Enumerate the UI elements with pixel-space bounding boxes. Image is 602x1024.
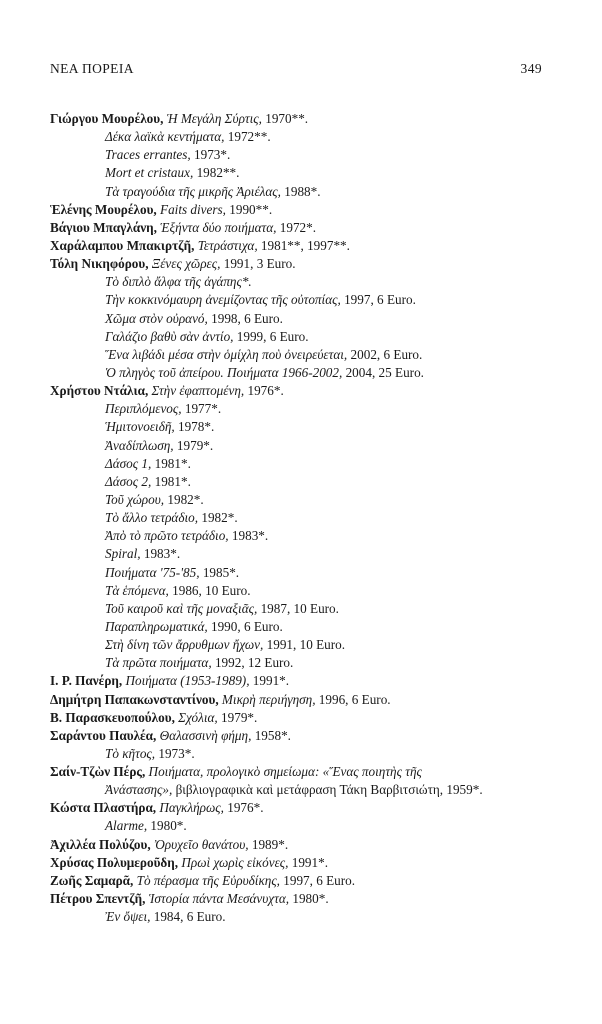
- bibliography-subentry: [50, 654, 550, 672]
- bibliography-entry: [50, 854, 550, 872]
- publication-info: βιβλιογραφικὰ καὶ μετάφραση Τάκη Βαρβιτσιώτη, 1959*.: [172, 782, 483, 798]
- publication-info: 1980*.: [147, 818, 187, 834]
- bibliography-subentry: [50, 509, 550, 527]
- work-title: Ὀρυχεῖο θανάτου,: [150, 836, 249, 852]
- publication-info: 1983*.: [140, 546, 181, 562]
- work-title: Ἱστορία πάντα Μεσάνυχτα,: [145, 891, 290, 907]
- work-title: Θαλασσινὴ φήμη,: [156, 727, 252, 743]
- bibliography-entry: [50, 836, 550, 854]
- publication-info: 1990, 6 Euro.: [207, 618, 283, 634]
- publication-info: 1980*.: [289, 891, 329, 907]
- work-title: Τὸ διπλὸ ἄλφα τῆς ἀγάπης*.: [105, 274, 252, 290]
- publication-info: 1978*.: [174, 419, 215, 435]
- author-name: Σαράντου Παυλέα,: [50, 727, 157, 743]
- work-title: Περιπλόμενος,: [105, 401, 182, 417]
- bibliography-entry: [50, 255, 550, 273]
- bibliography-subentry: [50, 636, 550, 654]
- author-name: Σαίν-Τζὼν Πέρς,: [50, 764, 146, 780]
- publication-info: 1972*.: [276, 219, 317, 235]
- work-title: Στὴν ἐφαπτομένη,: [148, 383, 245, 399]
- publication-info: 1977*.: [181, 401, 222, 417]
- bibliography-subentry: [50, 273, 550, 291]
- publication-info: 1984, 6 Euro.: [150, 909, 226, 925]
- work-title: Παγκλήρως,: [156, 800, 224, 816]
- publication-info: 1997, 6 Euro.: [279, 872, 356, 888]
- work-title: Ποιήματα '75-'85,: [105, 564, 200, 580]
- author-name: Χρήστου Ντάλια,: [50, 383, 149, 399]
- author-name: Ζωῆς Σαμαρᾶ,: [50, 872, 134, 888]
- bibliography-subentry: [50, 291, 550, 309]
- publication-info: 1998, 6 Euro.: [207, 310, 283, 326]
- author-name: Πέτρου Σπεντζῆ,: [50, 891, 146, 907]
- publication-info: 1992, 12 Euro.: [211, 655, 294, 671]
- publication-info: 1973*.: [155, 745, 195, 761]
- bibliography-entry: [50, 672, 550, 690]
- author-name: Κώστα Πλαστήρα,: [50, 800, 157, 816]
- work-title: Ἀνάστασης»,: [105, 782, 173, 798]
- bibliography-subentry: [50, 437, 550, 455]
- publication-info: 1982*.: [164, 491, 204, 507]
- work-title: Δάσος 2,: [105, 473, 152, 489]
- work-title: Σχόλια,: [174, 709, 218, 725]
- bibliography-subentry: [50, 618, 550, 636]
- publication-info: 1972**.: [224, 129, 271, 145]
- publication-info: 1987, 10 Euro.: [257, 600, 339, 616]
- bibliography-entry: [50, 691, 550, 709]
- author-name: Β. Παρασκευοπούλου,: [50, 709, 175, 725]
- bibliography-subentry: [50, 491, 550, 509]
- work-title: Τὰ τραγούδια τῆς μικρῆς Ἀριέλας,: [105, 183, 281, 199]
- work-title: Traces errantes,: [105, 147, 191, 163]
- publication-info: 1958*.: [251, 727, 291, 743]
- work-title: Spiral,: [105, 546, 141, 562]
- publication-info: 1991*.: [288, 854, 328, 870]
- publication-info: 1989*.: [248, 836, 289, 852]
- publication-info: 1976*.: [223, 800, 264, 816]
- bibliography-subentry: [50, 527, 550, 545]
- work-title: Στὴ δίνη τῶν ἄρρυθμων ἤχων,: [105, 637, 264, 653]
- author-name: Ἑλένης Μουρέλου,: [50, 201, 157, 217]
- bibliography-subentry: [50, 745, 550, 763]
- bibliography-subentry: [50, 400, 550, 418]
- work-title: Γαλάζιο βαθὺ σὰν ἀντίο,: [105, 328, 234, 344]
- publication-info: 1979*.: [173, 437, 214, 453]
- bibliography-entry: [50, 890, 550, 908]
- bibliography-entry: [50, 709, 550, 727]
- bibliography-entry: [50, 727, 550, 745]
- publication-info: 1991*.: [249, 673, 290, 689]
- bibliography-list: [50, 110, 550, 926]
- work-title: Mort et cristaux,: [105, 165, 194, 181]
- work-title: Ποιήματα (1953-1989),: [122, 673, 250, 689]
- publication-info: 1986, 10 Euro.: [168, 582, 251, 598]
- work-title: Ἕνα λιβάδι μέσα στὴν ὁμίχλη ποὺ ὀνειρεύεται,: [105, 346, 348, 362]
- work-title: Ἐν ὄψει,: [105, 909, 151, 925]
- publication-info: 1979*.: [217, 709, 258, 725]
- bibliography-entry: [50, 763, 550, 781]
- work-title: Ἡμιτονοειδῆ,: [105, 419, 175, 435]
- author-name: Χαράλαμπου Μπακιρτζῆ,: [50, 237, 195, 253]
- work-title: Ὁ πληγὸς τοῦ ἀπείρου. Ποιήματα 1966-2002,: [105, 364, 343, 380]
- work-title: Δάσος 1,: [105, 455, 152, 471]
- bibliography-subentry: [50, 455, 550, 473]
- publication-info: 1985*.: [199, 564, 240, 580]
- bibliography-subentry: [50, 600, 550, 618]
- publication-info: 1996, 6 Euro.: [315, 691, 391, 707]
- publication-info: 1982**.: [193, 165, 240, 181]
- bibliography-entry: [50, 799, 550, 817]
- work-title: Ἡ Μεγάλη Σύρτις,: [163, 111, 262, 126]
- work-title: Faits divers,: [156, 201, 226, 217]
- bibliography-subentry: [50, 164, 550, 182]
- bibliography-entry: [50, 201, 550, 219]
- publication-info: 2002, 6 Euro.: [347, 346, 423, 362]
- publication-info: 1997, 6 Euro.: [340, 292, 416, 308]
- bibliography-entry: [50, 382, 550, 400]
- bibliography-subentry: [50, 346, 550, 364]
- publication-info: 1991, 10 Euro.: [263, 637, 346, 653]
- work-title: Τετράστιχα,: [194, 237, 258, 253]
- work-title: Τοῦ χώρου,: [105, 491, 165, 507]
- work-title: Τοῦ καιροῦ καὶ τῆς μοναξιᾶς,: [105, 600, 258, 616]
- work-title: Παραπληρωματικά,: [105, 618, 208, 634]
- author-name: Ἀχιλλέα Πολύζου,: [50, 836, 151, 852]
- author-name: Τόλη Νικηφόρου,: [50, 256, 149, 272]
- publication-info: 1999, 6 Euro.: [233, 328, 309, 344]
- publication-info: 1990**.: [225, 201, 273, 217]
- work-title: Τὸ πέρασμα τῆς Εὐρυδίκης,: [133, 872, 280, 888]
- author-name: Ι. Ρ. Πανέρη,: [50, 673, 123, 689]
- work-title: Ἑξήντα δύο ποιήματα,: [156, 219, 277, 235]
- author-name: Δημήτρη Παπακωνσταντίνου,: [50, 691, 219, 707]
- bibliography-subentry: [50, 817, 550, 835]
- bibliography-subentry: [50, 328, 550, 346]
- work-title: Τὰ ἑπόμενα,: [105, 582, 169, 598]
- bibliography-subentry: [50, 418, 550, 436]
- bibliography-subentry: [50, 473, 550, 491]
- publication-info: 1970**.: [261, 111, 309, 126]
- bibliography-subentry: [50, 582, 550, 600]
- bibliography-entry: [50, 872, 550, 890]
- publication-info: 1973*.: [190, 147, 231, 163]
- bibliography-subentry: [50, 545, 550, 563]
- work-title: Τὰ πρῶτα ποιήματα,: [105, 655, 212, 671]
- journal-title: ΝΕΑ ΠΟΡΕΙΑ: [50, 61, 134, 76]
- publication-info: 1981*.: [151, 473, 191, 489]
- page-number: 349: [520, 61, 542, 76]
- bibliography-subentry: [50, 128, 550, 146]
- publication-info: 1981**, 1997**.: [257, 237, 350, 253]
- work-title: Πρωὶ χωρὶς εἰκόνες,: [178, 854, 289, 870]
- bibliography-subentry: [50, 146, 550, 164]
- bibliography-entry: [50, 219, 550, 237]
- publication-info: 1982*.: [198, 510, 238, 526]
- bibliography-subentry: [50, 183, 550, 201]
- work-title: Τὸ κῆτος,: [105, 745, 156, 761]
- bibliography-subentry: [50, 781, 550, 799]
- author-name: Βάγιου Μπαγλάνη,: [50, 219, 157, 235]
- work-title: Alarme,: [105, 818, 148, 834]
- bibliography-subentry: [50, 364, 550, 382]
- publication-info: 1991, 3 Euro.: [220, 256, 296, 272]
- work-title: Δέκα λαϊκὰ κεντήματα,: [105, 129, 225, 145]
- author-name: Γιώργου Μουρέλου,: [50, 111, 164, 126]
- work-title: Ἀναδίπλωση,: [105, 437, 174, 453]
- author-name: Χρύσας Πολυμεροῦδη,: [50, 854, 179, 870]
- publication-info: 1983*.: [228, 528, 269, 544]
- running-header: [50, 61, 542, 81]
- bibliography-entry: [50, 237, 550, 255]
- publication-info: 1988*.: [280, 183, 321, 199]
- work-title: Μικρὴ περιήγηση,: [218, 691, 316, 707]
- work-title: Ξένες χῶρες,: [148, 256, 221, 272]
- work-title: Χῶμα στὸν οὐρανό,: [105, 310, 208, 326]
- bibliography-subentry: [50, 908, 550, 926]
- publication-info: 1976*.: [244, 383, 284, 399]
- work-title: Τὴν κοκκινόμαυρη ἀνεμίζοντας τῆς οὐτοπίας,: [105, 292, 341, 308]
- bibliography-subentry: [50, 310, 550, 328]
- publication-info: 1981*.: [151, 455, 191, 471]
- work-title: Ἀπὸ τὸ πρῶτο τετράδιο,: [105, 528, 229, 544]
- work-title: Ποιήματα, προλογικὸ σημείωμα: «Ἕνας ποιητὴς τῆς: [145, 764, 422, 780]
- bibliography-entry: [50, 110, 550, 128]
- work-title: Τὸ ἄλλο τετράδιο,: [105, 510, 199, 526]
- publication-info: 2004, 25 Euro.: [342, 364, 424, 380]
- bibliography-subentry: [50, 564, 550, 582]
